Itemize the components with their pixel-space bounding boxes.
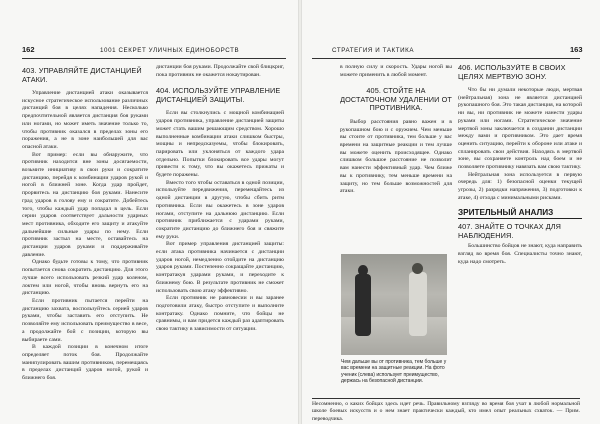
paragraph: В каждой позиции в конечном итоге определяет поток боя. Продолжайте манипулировать вашим противником, перемещаясь в пределах дистанций ударов ногой, рукой и ближнего боя. bbox=[22, 344, 148, 382]
training-photo bbox=[341, 254, 447, 355]
paragraph: Вот пример управления дистанцией защиты: если атака противника начинается с дистанции ударов ногой, немедленно отойдите на дистанцию ударов руками. Постепенно сокращайте дистанцию, контратакуя ударами руками, и переходите к ближнему бою. В результате противник не сможет использовать свою атаку эффективно. bbox=[156, 241, 284, 294]
left-page bbox=[0, 0, 298, 424]
running-head: 1001 СЕКРЕТ УЛИЧНЫХ ЕДИНОБОРСТВ bbox=[100, 47, 240, 54]
paragraph: Однако будьте готовы к тому, что противник попытается снова сократить дистанцию. Для этого лучше всего использовать резкий удар коленом, локтем или ногой, чтобы вновь вернуть его на дистанцию. bbox=[22, 259, 148, 297]
paragraph: Если противник не равновесии и вы заранее подготовили атаку, быстро отступите и выполните контратаку. Однако помните, что бойцы не сравнимы, и вам придется каждый раз адаптировать свою тактику в зависимости от ситуации. bbox=[156, 295, 284, 333]
left-column-1 bbox=[22, 64, 148, 394]
header-rule bbox=[312, 58, 580, 59]
right-column-2 bbox=[458, 64, 582, 394]
photo-caption: Чем дальше вы от противника, тем больше у вас времени на защитные реакции. На фото ученик (слева) использует преимущество, держась на безопасной дистанции. bbox=[341, 359, 447, 385]
section-heading: 403. УПРАВЛЯЙТЕ ДИСТАНЦИЕЙ АТАКИ. bbox=[22, 66, 142, 84]
running-head: СТРАТЕГИЯ И ТАКТИКА bbox=[332, 47, 415, 54]
paragraph: Если противник пытается перейти на дистанцию захвата, воспользуйтесь серией ударов руками, чтобы заставить его отступить. Не позволяйте ему использовать преимущество в весе, а продолжайте бой с позиции, которую вы выбираете сами. bbox=[22, 297, 148, 343]
section-heading: 405. СТОЙТЕ НА ДОСТАТОЧНОМ УДАЛЕНИИ ОТ ПРОТИВНИКА. bbox=[340, 86, 452, 113]
paragraph: в полную силу и скорость. Удары ногой вы можете применить в любой момент. bbox=[340, 64, 452, 78]
footnote: Несомненно, о каких бойцах здесь идет речь. Правильному взгляду во время боя учат в любой нормальной школе боевых искусств и о нем знает практически каждый, кто имел опыт реальных схваток. — Прим. переводчика. bbox=[312, 398, 580, 423]
section-heading: 404. ИСПОЛЬЗУЙТЕ УПРАВЛЕНИЕ ДИСТАНЦИЕЙ ЗАЩИТЫ. bbox=[156, 86, 281, 104]
paragraph: Управление дистанцией атаки оказывается искусное стратегическое использование различных дистанций боя в целях нападения. Несколько предпочтительной является дистанция боя руками или ногами, но может иметь значение только то, чтобы противник оказался в пределах зоны его поражения, а не в зоне наибольшей для вас опасной атаки. bbox=[22, 90, 148, 150]
page-number: 163 bbox=[570, 45, 583, 54]
photo-figure-student bbox=[355, 274, 371, 336]
photo-figure-opponent bbox=[409, 272, 427, 336]
photo-figure-head bbox=[412, 263, 423, 274]
section-heading: 407. ЗНАЙТЕ О ТОЧКАХ ДЛЯ НАБЛЮДЕНИЯ. bbox=[458, 222, 561, 240]
paragraph: Что бы ни думали некоторые люди, мертвая (нейтральная) зона не является дистанцией рукопашного боя. Это такая дистанция, на которой ни вы, ни противник не можете нанести удары руками или ногами. Стратегическое значение мертвой зоны заключается в создании дистанции между вами и противником. Это дает время оценить ситуацию, перейти к обороне или атаке и спланировать свои действия. Находясь в мертвой зоне, вы сохраняете контроль над боем и не позволяете противнику навязать вам свою тактику. bbox=[458, 87, 582, 171]
paragraph: Нейтральная зона используется в первую очередь для: 1) безопасной оценки текущей угрозы, 2) разрядки напряжения, 3) подготовки к атаке, 4) отхода с минимальными рисками. bbox=[458, 171, 582, 201]
paragraph: Выбор расстояния равно важен и в рукопашном бою и с оружием. Чем меньше вы стоите от противника, тем больше у вас времени на защитные реакции и тем лучше вы можете оценить происходящее. Однако слишком большое расстояние не позволит вам нанести эффективный удар. Чем ближе вы к противнику, тем меньше времени на защиту, но тем больше возможностей для атаки. bbox=[340, 118, 452, 195]
right-column-1 bbox=[340, 64, 452, 250]
paragraph: Вместо того чтобы оставаться в одной позиции, используйте передвижения, перемещайтесь из одной дистанции в другую, чтобы сбить ритм противника. Если вы окажетесь в зоне ударов ногами, отступите на дальнюю дистанцию. Если противник приближается с ударами руками, сократите дистанцию до ближнего боя и свяжите ему руки. bbox=[156, 179, 284, 240]
section-heading: 406. ИСПОЛЬЗУЙТЕ В СВОИХ ЦЕЛЯХ МЕРТВУЮ ЗОНУ. bbox=[458, 64, 566, 81]
paragraph: Вот пример: если вы обнаружите, что противник находится вне зоны досягаемости, возьмите инициативу в свои руки и сократите дистанцию, перейдя к комбинации ударов рукой и ногой в ближней зоне. Когда удар пройдет, прорвитесь на дистанцию боя руками. Нанесите град ударов в голову ему и сократите. Добейтесь того, чтобы каждый удар попадал в цель. Если серии ударов соответствует дальности ударных мест противника, обходите его защиту и атакуйте дальнейшие сильные удары по нему. Если противник застыл на месте, оставайтесь на дистанции ударов руками и поддерживайте давление. bbox=[22, 151, 148, 258]
photo-figure-head bbox=[358, 265, 368, 276]
left-column-2 bbox=[156, 64, 284, 394]
chapter-subsection-title: ЗРИТЕЛЬНЫЙ АНАЛИЗ bbox=[458, 209, 582, 220]
paragraph: дистанции боя руками. Продолжайте свой блицкриг, пока противник не окажется нокаутирован. bbox=[156, 64, 284, 78]
page-number: 162 bbox=[22, 45, 35, 54]
paragraph: Если вы столкнулись с мощной комбинацией ударов противника, управление дистанцией защиты может стать вашим решающим средством. Хорошо выполненные комбинации атаки слишком быстры, мощны и непредсказуемы, чтобы блокировать, парировать или уклоняться от каждого удара отдельно. Попытки блокировать все удары могут привести к тому, что вы окажетесь прижаты и будете поражены. bbox=[156, 110, 284, 179]
paragraph: Большинство бойцов не знают, куда направить взгляд во время боя. Специалисты точно знают, куда надо смотреть. bbox=[458, 243, 582, 265]
header-rule bbox=[22, 58, 286, 59]
